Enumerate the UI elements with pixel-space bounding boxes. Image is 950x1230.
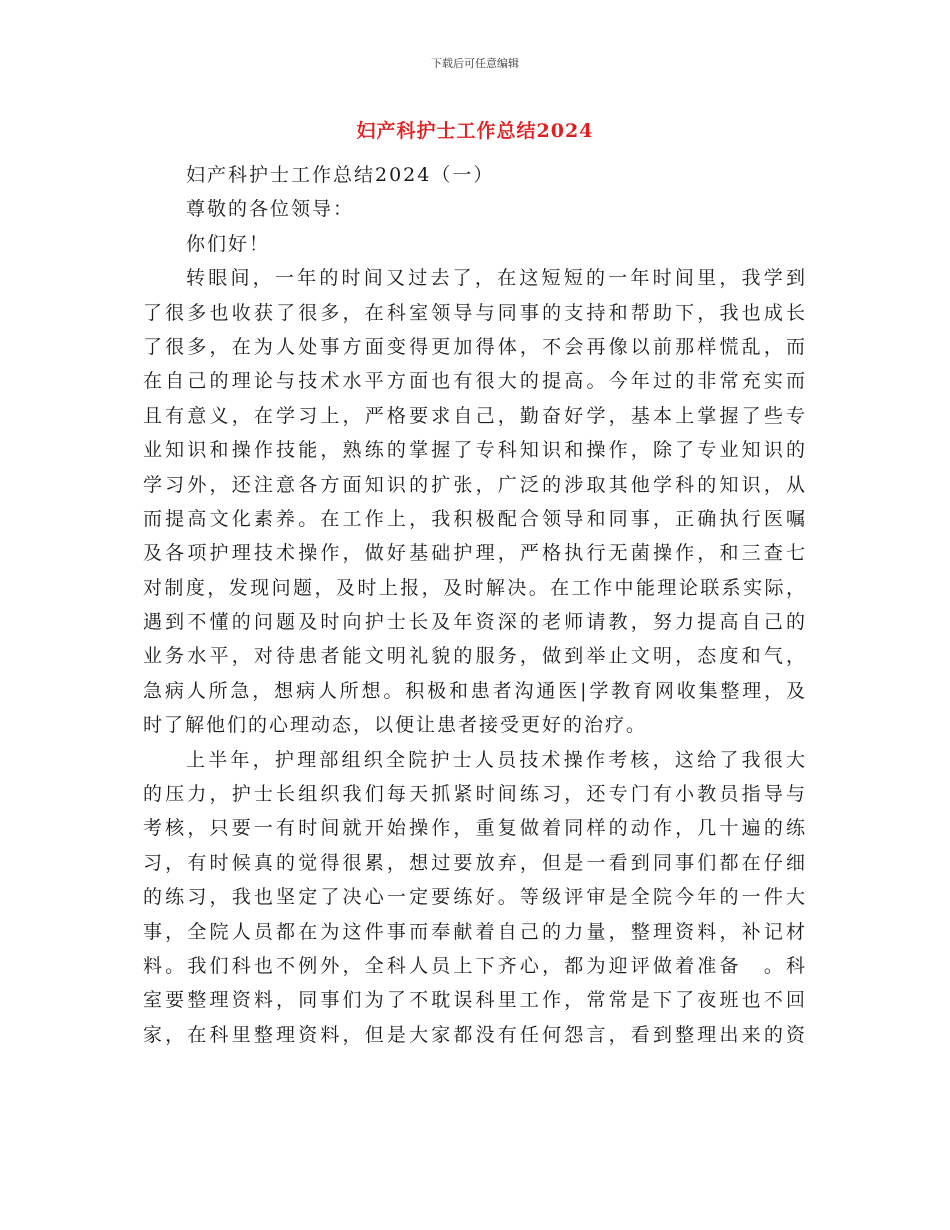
body-line: 事，全院人员都在为这件事而奉献着自己的力量，整理资料，补记材 (143, 920, 807, 943)
body-line: 遇到不懂的问题及时向护士长及年资深的老师请教，努力提高自己的 (143, 611, 807, 634)
body-line: 考核，只要一有时间就开始操作，重复做着同样的动作，几十遍的练 (143, 817, 807, 840)
body-line: 学习外，还注意各方面知识的扩张，广泛的涉取其他学科的知识，从 (143, 473, 807, 496)
document-title: 妇产科护士工作总结2024 (356, 120, 594, 142)
page-header-note: 下载后可任意编辑 (431, 57, 519, 70)
body-line: 了很多，在为人处事方面变得更加得体，不会再像以前那样慌乱，而 (143, 335, 807, 358)
body-line: 的练习，我也坚定了决心一定要练好。等级评审是全院今年的一件大 (143, 886, 807, 909)
body-line: 室要整理资料，同事们为了不耽误科里工作，常常是下了夜班也不回 (143, 989, 807, 1012)
body-line: 你们好！ (186, 232, 271, 255)
body-line: 急病人所急，想病人所想。积极和患者沟通医|学教育网收集整理，及 (143, 679, 807, 702)
body-line: 了很多也收获了很多，在科室领导与同事的支持和帮助下，我也成长 (143, 301, 807, 324)
body-line: 对制度，发现问题，及时上报，及时解决。在工作中能理论联系实际， (143, 576, 807, 599)
body-line: 业务水平，对待患者能文明礼貌的服务，做到举止文明，态度和气， (143, 645, 807, 668)
body-line: 转眼间，一年的时间又过去了，在这短短的一年时间里，我学到 (186, 267, 807, 290)
body-line: 习，有时候真的觉得很累，想过要放弃，但是一看到同事们都在仔细 (143, 851, 807, 874)
body-line: 且有意义，在学习上，严格要求自己，勤奋好学，基本上掌握了些专 (143, 404, 807, 427)
body-line: 尊敬的各位领导： (186, 198, 355, 221)
body-line: 上半年，护理部组织全院护士人员技术操作考核，这给了我很大 (186, 748, 807, 771)
body-line: 家，在科里整理资料，但是大家都没有任何怨言，看到整理出来的资 (143, 1023, 807, 1046)
body-line: 时了解他们的心理动态，以便让患者接受更好的治疗。 (143, 714, 648, 737)
body-line: 业知识和操作技能，熟练的掌握了专科知识和操作，除了专业知识的 (143, 439, 807, 462)
document-body (143, 158, 807, 1052)
body-line: 料。我们科也不例外，全科人员上下齐心，都为迎评做着准备 。科 (143, 954, 807, 977)
body-line: 而提高文化素养。在工作上，我积极配合领导和同事，正确执行医嘱 (143, 507, 807, 530)
body-line: 在自己的理论与技术水平方面也有很大的提高。今年过的非常充实而 (143, 370, 807, 393)
body-line: 的压力，护士长组织我们每天抓紧时间练习，还专门有小教员指导与 (143, 783, 807, 806)
body-line: 及各项护理技术操作，做好基础护理，严格执行无菌操作，和三查七 (143, 542, 807, 565)
body-line: 妇产科护士工作总结2024（一） (186, 164, 495, 186)
